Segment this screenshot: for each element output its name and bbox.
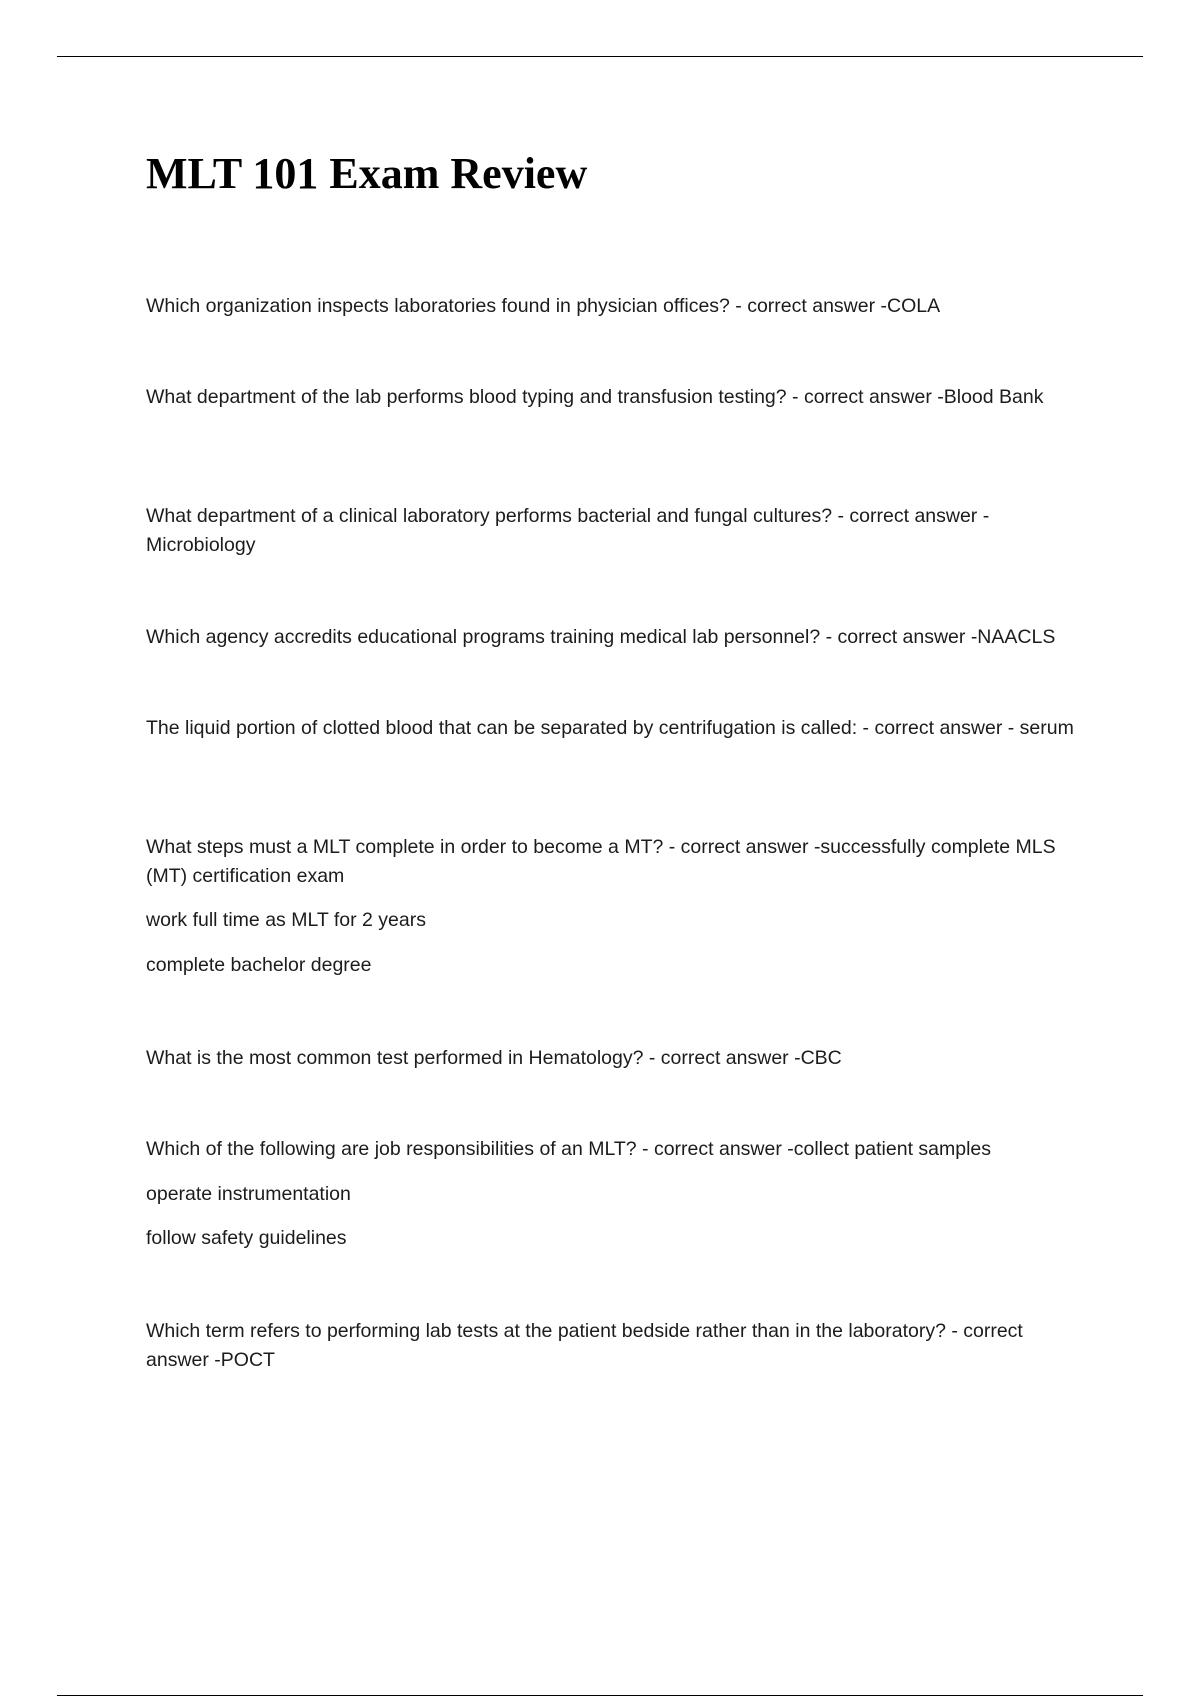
qa-text: What department of a clinical laboratory performs bacterial and fungal cultures? - correct answer - Microbiology xyxy=(146,505,990,556)
qa-item-9 xyxy=(146,1317,1091,1374)
qa-extra-line: follow safety guidelines xyxy=(146,1227,347,1249)
qa-text: What is the most common test performed in Hematology? - correct answer -CBC xyxy=(146,1047,842,1069)
qa-item-8 xyxy=(146,1135,1091,1253)
qa-item-4 xyxy=(146,623,1091,652)
qa-extra-line: complete bachelor degree xyxy=(146,953,372,976)
qa-item-5 xyxy=(146,714,1091,743)
qa-item-7 xyxy=(146,1044,1091,1073)
qa-text: What department of the lab performs blood typing and transfusion testing? - correct answer -Blood Bank xyxy=(146,386,1044,408)
qa-item-1 xyxy=(146,292,1091,321)
qa-text: What steps must a MLT complete in order to become a MT? - correct answer -successfully complete MLS (MT) certification exam xyxy=(146,836,1056,887)
qa-text: Which organization inspects laboratories found in physician offices? - correct answer -COLA xyxy=(146,295,941,317)
qa-text: The liquid portion of clotted blood that can be separated by centrifugation is called: - correct answer - serum xyxy=(146,717,1074,739)
qa-extra-line: operate instrumentation xyxy=(146,1182,351,1205)
qa-text: Which term refers to performing lab tests at the patient bedside rather than in the laboratory? - correct answer -POCT xyxy=(146,1320,1023,1371)
qa-text: Which of the following are job responsibilities of an MLT? - correct answer -collect patient samples xyxy=(146,1138,992,1160)
qa-text: Which agency accredits educational programs training medical lab personnel? - correct answer -NAACLS xyxy=(146,626,1056,648)
qa-item-2 xyxy=(146,383,1091,412)
bottom-rule xyxy=(57,1695,1143,1696)
document-title: MLT 101 Exam Review xyxy=(146,149,588,198)
top-rule xyxy=(57,56,1143,57)
qa-item-3 xyxy=(146,502,1091,559)
qa-extra-line: work full time as MLT for 2 years xyxy=(146,909,426,931)
qa-item-6 xyxy=(146,833,1091,979)
